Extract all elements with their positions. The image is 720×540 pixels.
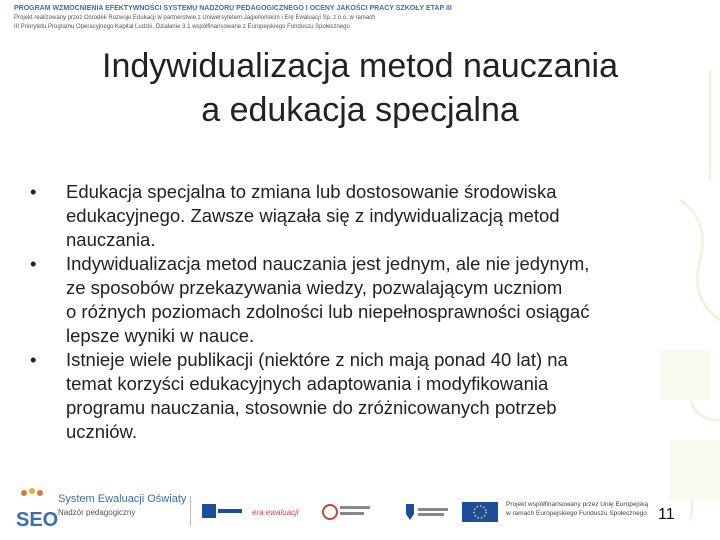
- ore-logo-icon: [322, 500, 374, 524]
- bullet-line: ze sposobów przekazywania wiedzy, pozwalającym uczniom: [66, 277, 563, 298]
- bullet-line: Indywidualizacja metod nauczania jest jednym, ale nie jedynym,: [66, 253, 590, 274]
- bullet-marker: •: [30, 349, 37, 370]
- program-header: [14, 4, 574, 32]
- bullet-line: Edukacja specjalna to zmiana lub dostosowanie środowiska: [66, 181, 557, 202]
- bullet-line: uczniów.: [66, 421, 137, 442]
- bullet-line: lepsze wyniki w nauce.: [66, 325, 255, 346]
- bullet-line: temat korzyści edukacyjnych adaptowania i modyfikowania: [66, 373, 549, 394]
- page-number: 11: [658, 506, 675, 523]
- svg-text:SEO: SEO: [16, 509, 59, 531]
- era-ewaluacji-logo: [252, 500, 316, 524]
- bullet-item: [26, 348, 666, 444]
- bullet-line: programu nauczania, stosownie do zróżnicowanych potrzeb: [66, 397, 557, 418]
- program-line-2: III Priorytetu Programu Operacyjnego Kapitał Ludzki, Działanie 3.1 współfinansowane z Europejskiego Funduszu Społecznego: [14, 24, 350, 30]
- slide-title: [60, 44, 660, 132]
- era-ewaluacji-text: era ewaluacji: [252, 507, 299, 517]
- seo-logo-icon: [14, 488, 59, 532]
- bullet-list: [26, 180, 666, 444]
- bullet-line: nauczania.: [66, 229, 156, 250]
- bullet-line: Istnieje wiele publikacji (niektóre z nich mają ponad 40 lat) na: [66, 349, 568, 370]
- title-line-1: Indywidualizacja metod nauczania: [102, 47, 618, 85]
- title-line-2: a edukacja specjalna: [201, 91, 519, 129]
- eu-funding-text: [506, 500, 648, 518]
- program-title: PROGRAM WZMOCNIENIA EFEKTYWNOŚCI SYSTEMU NADZORU PEDAGOGICZNEGO I OCENY JAKOŚCI PRACY SZKOŁY ETAP III: [14, 5, 452, 12]
- bullet-item: [26, 180, 666, 252]
- bullet-line: o różnych poziomach zdolności lub niepełnosprawności osiągać: [66, 301, 590, 322]
- bullet-line: edukacyjnego. Zawsze wiązała się z indywidualizacją metod: [66, 205, 560, 226]
- kapital-ludzki-logo-icon: [200, 500, 244, 524]
- uj-logo-icon: [396, 500, 452, 524]
- seo-subtitle: Nadzór pedagogiczny: [58, 508, 136, 517]
- bullet-marker: •: [30, 253, 37, 274]
- eu-flag-icon: [460, 500, 500, 524]
- seo-name: System Ewaluacji Oświaty: [58, 493, 187, 505]
- eu-line-1: Projekt współfinansowany przez Unię Europejską: [506, 501, 648, 508]
- bullet-item: [26, 252, 666, 348]
- program-line-1: Projekt realizowany przez Ośrodek Rozwoju Edukacji w partnerstwie z Uniwersytetem Jagiellońskim i Erę Ewaluacji Sp. z o.o. w ramach: [14, 15, 376, 21]
- eu-line-2: w ramach Europejskiego Funduszu Społecznego: [506, 510, 647, 517]
- bullet-marker: •: [30, 181, 37, 202]
- footer-divider: [190, 496, 191, 526]
